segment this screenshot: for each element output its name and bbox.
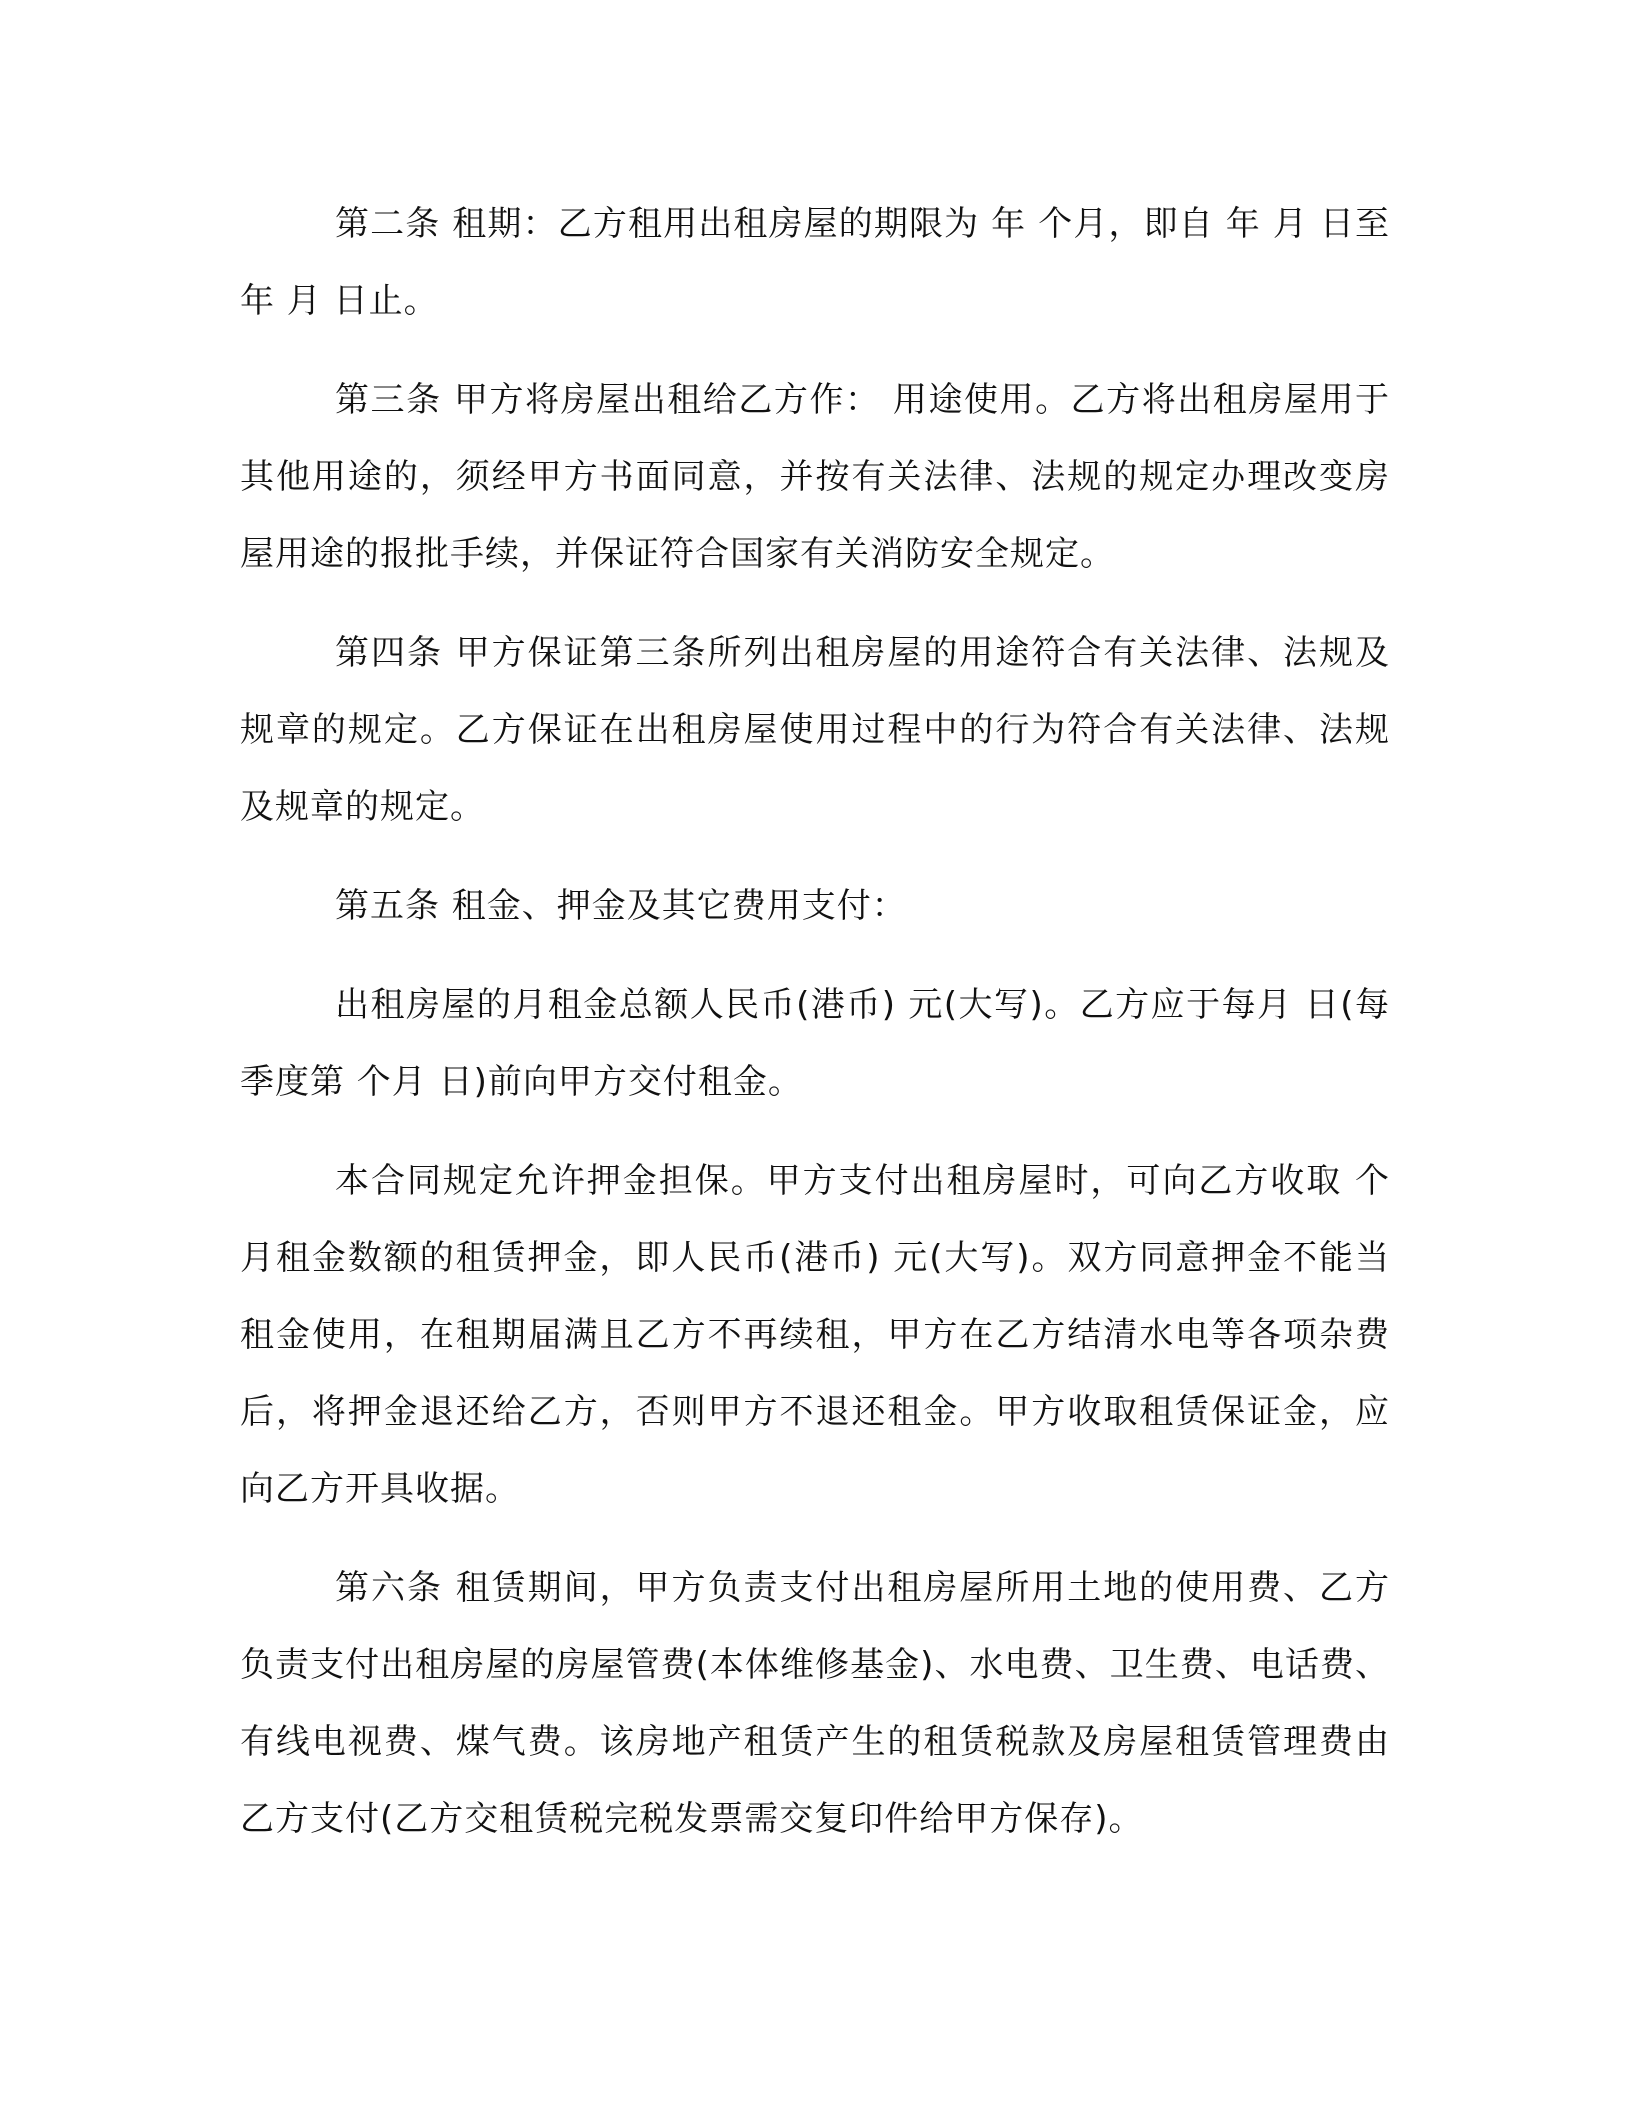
paragraph-monthly-rent: 出租房屋的月租金总额人民币(港币) 元(大写)。乙方应于每月 日(每季度第 个月 日)前向甲方交付租金。 bbox=[240, 985, 1390, 1102]
paragraph-article-2-lease-term: 第二条 租期：乙方租用出租房屋的期限为 年 个月，即自 年 月 日至 年 月 日止。 bbox=[240, 204, 1390, 321]
paragraph-article-3-usage: 第三条 甲方将房屋出租给乙方作： 用途使用。乙方将出租房屋用于其他用途的，须经甲方书面同意，并按有关法律、法规的规定办理改变房屋用途的报批手续，并保证符合国家有关消防安全规定。 bbox=[240, 380, 1390, 574]
paragraph-article-4-guarantee: 第四条 甲方保证第三条所列出租房屋的用途符合有关法律、法规及规章的规定。乙方保证在出租房屋使用过程中的行为符合有关法律、法规及规章的规定。 bbox=[240, 633, 1390, 827]
paragraph-deposit: 本合同规定允许押金担保。甲方支付出租房屋时，可向乙方收取 个月租金数额的租赁押金，即人民币(港币) 元(大写)。双方同意押金不能当租金使用，在租期届满且乙方不再续租，甲方在乙方结清水电等各项杂费后，将押金退还给乙方，否则甲方不退还租金。甲方收取租赁保证金，应向乙方开具收据。 bbox=[240, 1161, 1390, 1509]
document-body bbox=[240, 186, 1390, 1880]
paragraph-article-6-fees: 第六条 租赁期间，甲方负责支付出租房屋所用土地的使用费、乙方负责支付出租房屋的房屋管费(本体维修基金)、水电费、卫生费、电话费、有线电视费、煤气费。该房地产租赁产生的租赁税款及房屋租赁管理费由乙方支付(乙方交租赁税完税发票需交复印件给甲方保存)。 bbox=[240, 1568, 1390, 1839]
paragraph-article-5-heading: 第五条 租金、押金及其它费用支付： bbox=[335, 886, 907, 926]
